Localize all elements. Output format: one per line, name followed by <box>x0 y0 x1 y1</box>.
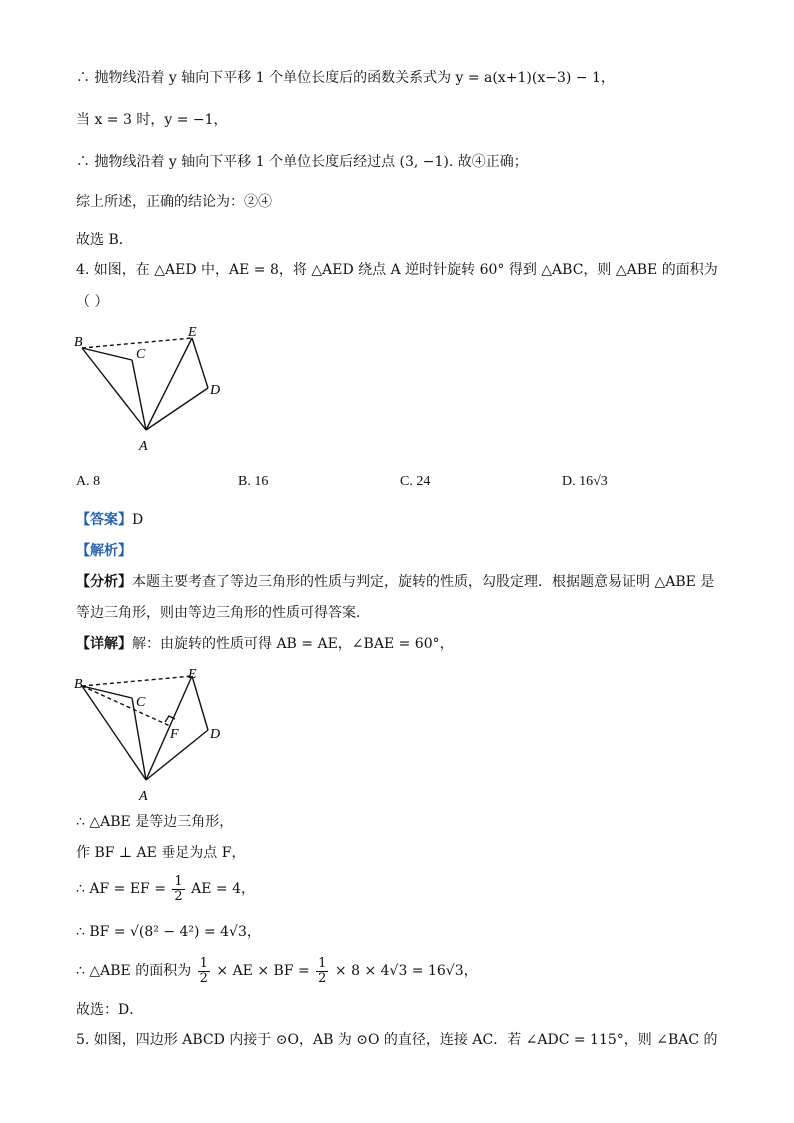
solution-line-1: ∴ △ABE 是等边三角形， <box>76 814 234 830</box>
xiangjie-tag: 【详解】 <box>76 636 132 652</box>
fraction-half <box>172 875 184 904</box>
detail-line-1 <box>76 634 454 654</box>
analysis-line-1 <box>76 572 714 592</box>
text-line: 综上所述，正确的结论为：②④ <box>76 194 272 210</box>
geometry-figure-2 <box>70 664 240 804</box>
fraction-numerator: 1 <box>199 955 208 971</box>
fenxi-tag: 【分析】 <box>76 574 132 590</box>
solution-line-4: ∴ BF = √(8² − 4²) = 4√3， <box>76 924 261 940</box>
solution-line-6: 故选：D． <box>76 1002 144 1018</box>
text-line: 当 x = 3 时，y = −1， <box>76 112 228 128</box>
option-b: B. 16 <box>238 474 269 489</box>
point-label-c: C <box>136 695 146 710</box>
option-d: D. 16√3 <box>562 474 608 489</box>
fraction-denominator: 2 <box>199 970 208 986</box>
fraction-denominator: 2 <box>174 888 183 904</box>
solution-line-5 <box>76 954 478 988</box>
point-label-a: A <box>139 789 148 804</box>
point-label-f: F <box>170 727 179 742</box>
fraction-denominator: 2 <box>318 970 327 986</box>
solution-line-3 <box>76 872 255 906</box>
fraction-half <box>316 957 328 986</box>
point-label-a: A <box>139 439 148 454</box>
solution-line-5a: ∴ △ABE 的面积为 <box>76 963 192 979</box>
xiangjie-text: 解：由旋转的性质可得 AB = AE，∠BAE = 60°， <box>132 636 454 652</box>
fraction-half <box>198 957 210 986</box>
solution-line-3a: ∴ AF = EF = <box>76 881 166 897</box>
fenxi-text-1: 本题主要考查了等边三角形的性质与判定，旋转的性质，勾股定理．根据题意易证明 △ABE 是 <box>132 574 715 590</box>
point-label-b: B <box>74 335 83 350</box>
text-line: 故选 B． <box>76 232 133 248</box>
solution-line-5b: × AE × BF = <box>216 963 310 979</box>
option-c: C. 24 <box>400 474 431 489</box>
point-label-d: D <box>210 383 221 398</box>
text-line: ∴ 抛物线沿着 y 轴向下平移 1 个单位长度后的函数关系式为 y = a(x+1)(x−3) − 1， <box>76 70 615 86</box>
geometry-figure-1 <box>70 320 240 460</box>
solution-line-3b: AE = 4， <box>191 881 255 897</box>
point-label-d: D <box>210 727 221 742</box>
fraction-numerator: 1 <box>318 955 327 971</box>
answer-tag: 【答案】 <box>76 512 132 528</box>
answer-value: D <box>132 512 144 528</box>
text-line: ∴ 抛物线沿着 y 轴向下平移 1 个单位长度后经过点 (3, −1). 故④正确； <box>76 154 528 170</box>
answer-line <box>76 510 143 530</box>
analysis-tag: 【解析】 <box>76 543 132 559</box>
analysis-line-2: 等边三角形，则由等边三角形的性质可得答案． <box>76 605 370 621</box>
point-label-e: E <box>188 325 197 340</box>
solution-line-2: 作 BF ⊥ AE 垂足为点 F， <box>76 845 246 861</box>
fraction-numerator: 1 <box>174 873 183 889</box>
solution-line-5c: × 8 × 4√3 = 16√3， <box>334 963 478 979</box>
analysis-tag-line <box>76 541 132 561</box>
point-label-c: C <box>136 347 146 362</box>
option-a: A. 8 <box>76 474 101 489</box>
question-5: 5. 如图，四边形 ABCD 内接于 ⊙O，AB 为 ⊙O 的直径，连接 AC．若 ∠ADC = 115°，则 ∠BAC 的 <box>76 1032 718 1048</box>
question-4: 4. 如图，在 △AED 中，AE = 8，将 △AED 绕点 A 逆时针旋转 60° 得到 △ABC，则 △ABE 的面积为 <box>76 262 718 278</box>
point-label-e: E <box>188 667 197 682</box>
point-label-b: B <box>74 677 83 692</box>
answer-blank: （ ） <box>76 294 109 310</box>
